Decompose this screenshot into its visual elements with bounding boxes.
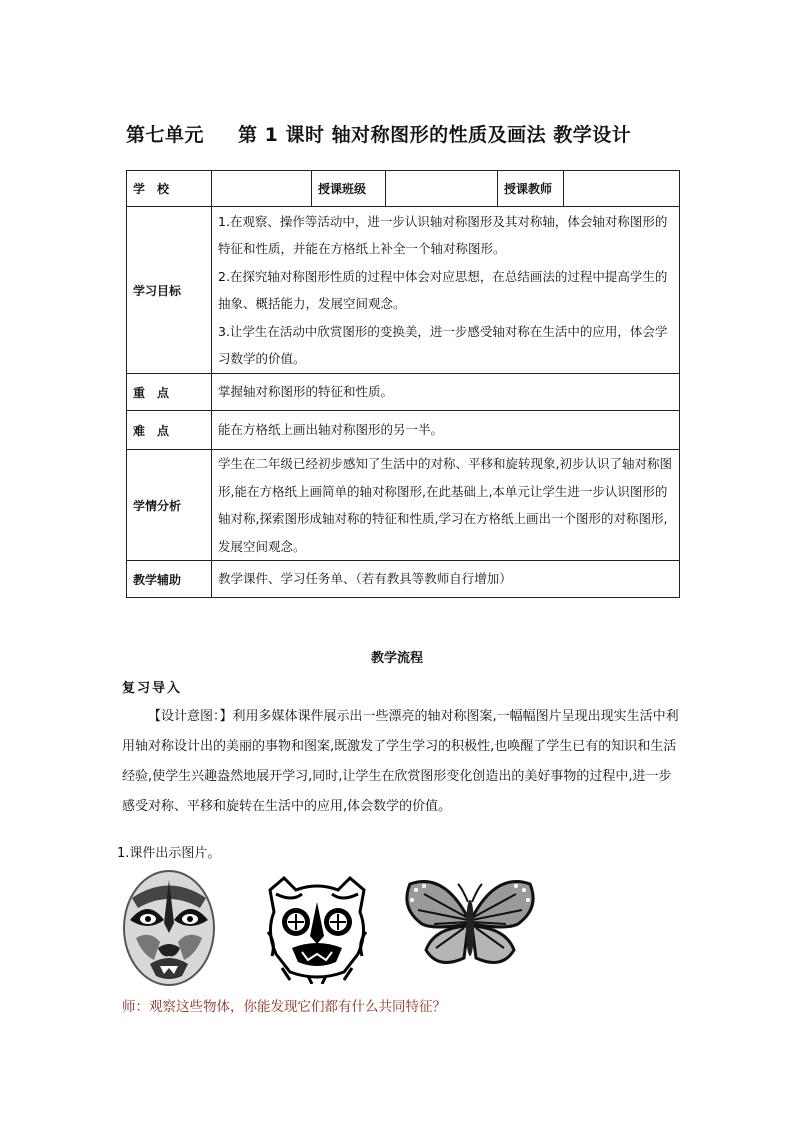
aid-value: 教学课件、学习任务单、（若有教具等教师自行增加） xyxy=(212,561,680,598)
aid-label: 教学辅助 xyxy=(127,561,212,598)
teacher-label: 授课教师 xyxy=(498,171,564,207)
goal-item: 2.在探究轴对称图形性质的过程中体会对应思想，在总结画法的过程中提高学生的抽象、概括能力，发展空间观念。 xyxy=(218,268,668,311)
key-point-label: 重 点 xyxy=(127,374,212,411)
step-1-text: 1.课件出示图片。 xyxy=(117,846,221,861)
school-label: 学 校 xyxy=(127,171,212,207)
tiger-pattern-image xyxy=(262,872,372,984)
table-row xyxy=(127,374,680,411)
design-intent-paragraph: 【设计意图：】利用多媒体课件展示出一些漂亮的轴对称图案,一幅幅图片呈现出现实生活中利用轴对称设计出的美丽的事物和图案,既激发了学生学习的积极性,也唤醒了学生已有的知识和生活经验,使学生兴趣盎然地展开学习,同时,让学生在欣赏图形变化创造出的美好事物的过程中,进一步感受对称、平移和旋转在生活中的应用,体会数学的价值。 xyxy=(122,709,679,814)
goals-label: 学习目标 xyxy=(127,207,212,374)
table-row xyxy=(127,561,680,598)
teaching-flow-heading: 教学流程 xyxy=(370,651,423,666)
unit-label: 第七单元 xyxy=(126,124,205,146)
teacher-value[interactable] xyxy=(564,171,680,207)
goal-item: 1.在观察、操作等活动中，进一步认识轴对称图形及其对称轴，体会轴对称图形的特征和性质，并能在方格纸上补全一个轴对称图形。 xyxy=(218,213,668,256)
table-row xyxy=(127,450,680,561)
lesson-title: 第 1 课时 轴对称图形的性质及画法 教学设计 xyxy=(238,124,632,146)
goal-item: 3.让学生在活动中欣赏图形的变换美，进一步感受轴对称在生活中的应用，体会学习数学的价值。 xyxy=(218,323,668,366)
opera-mask-image xyxy=(120,868,218,988)
difficult-point-value: 能在方格纸上画出轴对称图形的另一半。 xyxy=(212,411,680,450)
difficult-point-label: 难 点 xyxy=(127,411,212,450)
review-heading: 复习导入 xyxy=(122,681,183,696)
goals-cell xyxy=(212,207,680,374)
lesson-info-table xyxy=(126,170,680,598)
table-row xyxy=(127,171,680,207)
school-value[interactable] xyxy=(212,171,312,207)
table-row xyxy=(127,411,680,450)
table-row xyxy=(127,207,680,374)
document-title xyxy=(126,120,686,147)
analysis-label: 学情分析 xyxy=(127,450,212,561)
analysis-value: 学生在二年级已经初步感知了生活中的对称、平移和旋转现象,初步认识了轴对称图形,能在方格纸上画简单的轴对称图形,在此基础上,本单元让学生进一步认识图形的轴对称,探索图形成轴对称的特征和性质,学习在方格纸上画出一个图形的对称图形,发展空间观念。 xyxy=(218,456,672,554)
class-label: 授课班级 xyxy=(312,171,386,207)
butterfly-image xyxy=(404,878,536,970)
teacher-question: 师：观察这些物体，你能发现它们都有什么共同特征？ xyxy=(122,999,446,1015)
class-value[interactable] xyxy=(386,171,498,207)
analysis-cell xyxy=(212,450,680,561)
key-point-value: 掌握轴对称图形的特征和性质。 xyxy=(212,374,680,411)
